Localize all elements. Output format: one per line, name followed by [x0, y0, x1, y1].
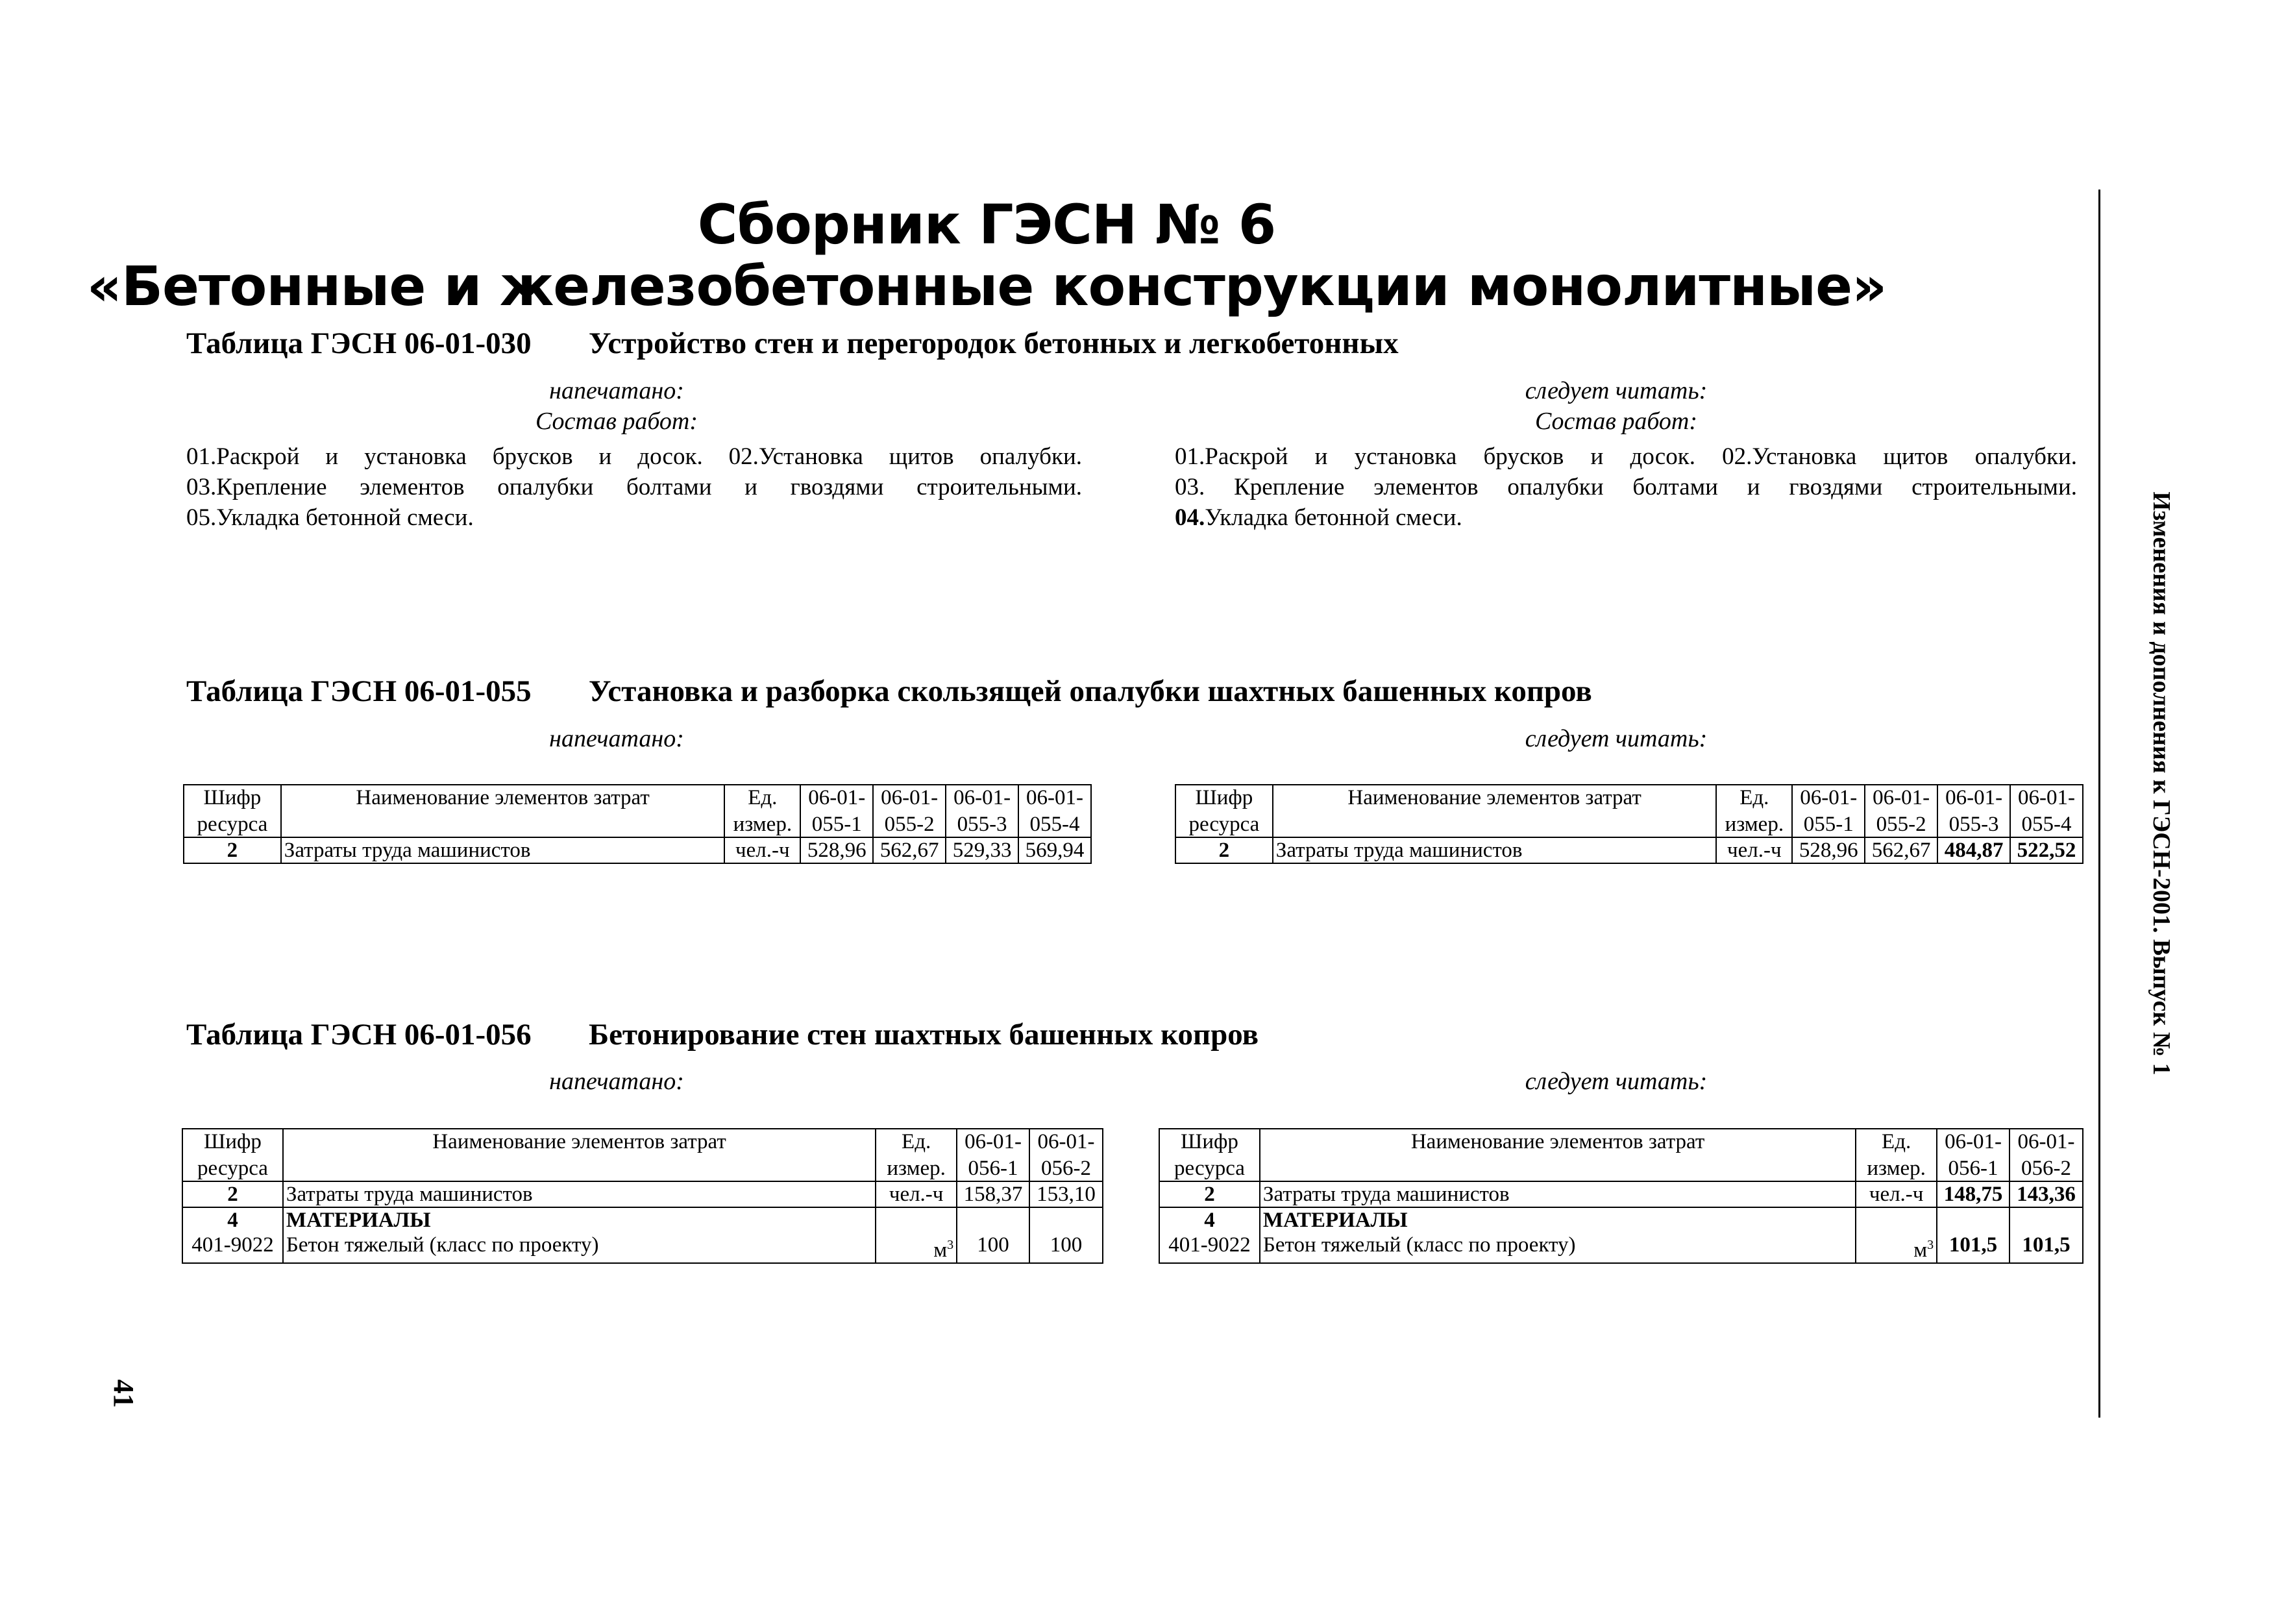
read-note: следует читать: — [1525, 377, 1708, 404]
row-unit: чел.-ч — [876, 1181, 957, 1207]
table-header-row — [1159, 1156, 2083, 1181]
unit-base: м — [1913, 1238, 1928, 1262]
col-code-header: ресурса — [184, 812, 281, 837]
col-code-number: 055-1 — [800, 812, 873, 837]
row-unit: чел.-ч — [1856, 1181, 1937, 1207]
unit-superscript: 3 — [1927, 1238, 1934, 1252]
row-value — [1029, 1207, 1103, 1233]
row-value: 569,94 — [1018, 837, 1091, 863]
col-code-number: 055-3 — [946, 812, 1018, 837]
col-unit-header: Ед. — [1856, 1129, 1937, 1156]
col-name-header-cont — [1260, 1156, 1856, 1181]
table-030-label: Таблица ГЭСН 06-01-030 — [186, 326, 532, 360]
col-code-number: 06-01- — [957, 1129, 1029, 1156]
composition-line — [1175, 502, 2077, 533]
col-unit-header: Ед. — [724, 785, 800, 812]
col-code-header: Шифр — [1159, 1129, 1260, 1156]
row-value-corrected: 101,5 — [1937, 1233, 2009, 1263]
col-unit-header: Ед. — [1716, 785, 1792, 812]
col-unit-header: измер. — [1856, 1156, 1937, 1181]
table-header-row — [184, 812, 1091, 837]
row-code: 401-9022 — [182, 1233, 283, 1263]
table-row — [182, 1181, 1103, 1207]
unit-superscript: 3 — [947, 1238, 954, 1252]
row-name: Затраты труда машинистов — [1273, 837, 1717, 863]
col-code-number: 06-01- — [1792, 785, 1865, 812]
row-code: 2 — [182, 1181, 283, 1207]
row-name: Затраты труда машинистов — [281, 837, 725, 863]
col-unit-header: измер. — [876, 1156, 957, 1181]
col-unit-header: измер. — [724, 812, 800, 837]
collection-subtitle: «Бетонные и железобетонные конструкции монолитные» — [86, 254, 1887, 318]
row-name: МАТЕРИАЛЫ — [1260, 1207, 1856, 1233]
row-name: Бетон тяжелый (класс по проекту) — [283, 1233, 876, 1263]
col-code-number: 056-1 — [957, 1156, 1029, 1181]
col-code-number: 06-01- — [800, 785, 873, 812]
row-unit — [876, 1207, 957, 1233]
composition-line: 01.Раскрой и установка брусков и досок. 02.Установка щитов опалубки. — [1175, 443, 2077, 470]
table-row — [184, 837, 1091, 863]
row-value: 529,33 — [946, 837, 1018, 863]
col-name-header-cont — [281, 812, 725, 837]
row-value-corrected: 522,52 — [2010, 837, 2083, 863]
col-name-header: Наименование элементов затрат — [1260, 1129, 1856, 1156]
col-code-number: 06-01- — [1029, 1129, 1103, 1156]
composition-line: 03. Крепление элементов опалубки болтами и гвоздями строительными. — [1175, 474, 2077, 500]
row-value-corrected: 148,75 — [1937, 1181, 2009, 1207]
col-code-number: 055-1 — [1792, 812, 1865, 837]
row-value-corrected: 143,36 — [2009, 1181, 2083, 1207]
row-code: 2 — [184, 837, 281, 863]
table-056-label: Таблица ГЭСН 06-01-056 — [186, 1018, 532, 1052]
col-code-header: Шифр — [184, 785, 281, 812]
col-code-number: 06-01- — [946, 785, 1018, 812]
table-row — [1175, 837, 2083, 863]
composition-text-corrected — [1175, 441, 2077, 533]
col-code-header: Шифр — [182, 1129, 283, 1156]
col-code-number: 055-4 — [1018, 812, 1091, 837]
corrected-item-text: Укладка бетонной смеси. — [1205, 504, 1462, 531]
row-value — [1937, 1207, 2009, 1233]
col-code-number: 06-01- — [1865, 785, 1937, 812]
row-value: 528,96 — [800, 837, 873, 863]
row-value — [2009, 1207, 2083, 1233]
table-header-row — [184, 785, 1091, 812]
col-code-header: ресурса — [182, 1156, 283, 1181]
col-name-header: Наименование элементов затрат — [1273, 785, 1717, 812]
row-code: 4 — [1159, 1207, 1260, 1233]
read-note: следует читать: — [1525, 1068, 1708, 1095]
composition-text-printed — [186, 441, 1082, 533]
row-code: 401-9022 — [1159, 1233, 1260, 1263]
printed-note: напечатано: — [549, 377, 684, 404]
table-row — [1159, 1233, 2083, 1263]
row-value: 153,10 — [1029, 1181, 1103, 1207]
col-name-header-cont — [1273, 812, 1717, 837]
row-value: 528,96 — [1792, 837, 1865, 863]
row-code: 4 — [182, 1207, 283, 1233]
table-055-label: Таблица ГЭСН 06-01-055 — [186, 674, 532, 708]
col-code-number: 06-01- — [2010, 785, 2083, 812]
col-code-number: 06-01- — [873, 785, 946, 812]
table-header-row — [1159, 1129, 2083, 1156]
corrected-item-number: 04. — [1175, 504, 1205, 531]
table-row — [1159, 1181, 2083, 1207]
col-code-number: 055-2 — [873, 812, 946, 837]
col-code-number: 055-4 — [2010, 812, 2083, 837]
unit-base: м — [933, 1238, 948, 1262]
row-unit: чел.-ч — [1716, 837, 1792, 863]
row-value: 100 — [1029, 1233, 1103, 1263]
row-value: 562,67 — [873, 837, 946, 863]
composition-line: 05.Укладка бетонной смеси. — [186, 504, 474, 531]
col-code-header: ресурса — [1159, 1156, 1260, 1181]
row-code: 2 — [1159, 1181, 1260, 1207]
col-code-header: ресурса — [1175, 812, 1273, 837]
col-code-number: 055-2 — [1865, 812, 1937, 837]
row-value: 158,37 — [957, 1181, 1029, 1207]
read-note: следует читать: — [1525, 725, 1708, 752]
col-code-number: 055-3 — [1937, 812, 2010, 837]
col-name-header-cont — [283, 1156, 876, 1181]
col-code-number: 06-01- — [2009, 1129, 2083, 1156]
row-unit — [1856, 1233, 1937, 1263]
collection-title: Сборник ГЭСН № 6 — [697, 193, 1276, 256]
table-row — [182, 1207, 1103, 1233]
table-header-row — [182, 1156, 1103, 1181]
col-code-number: 056-2 — [2009, 1156, 2083, 1181]
table-header-row — [1175, 812, 2083, 837]
composition-label-left: Состав работ: — [535, 408, 698, 435]
col-code-number: 056-1 — [1937, 1156, 2009, 1181]
col-unit-header: измер. — [1716, 812, 1792, 837]
composition-line: 01.Раскрой и установка брусков и досок. 02.Установка щитов опалубки. — [186, 443, 1082, 470]
row-unit: чел.-ч — [724, 837, 800, 863]
row-value: 100 — [957, 1233, 1029, 1263]
composition-line: 03.Крепление элементов опалубки болтами и гвоздями строительными. — [186, 474, 1082, 500]
table-030-title: Устройство стен и перегородок бетонных и легкобетонных — [589, 326, 1399, 360]
col-code-header: Шифр — [1175, 785, 1273, 812]
row-code: 2 — [1175, 837, 1273, 863]
table-056-title: Бетонирование стен шахтных башенных копров — [589, 1018, 1259, 1052]
side-caption: Изменения и дополнения к ГЭСН-2001. Выпуск № 1 — [2148, 491, 2175, 1076]
col-unit-header: Ед. — [876, 1129, 957, 1156]
margin-rule — [2098, 190, 2100, 1418]
row-value-corrected: 101,5 — [2009, 1233, 2083, 1263]
table-header-row — [182, 1129, 1103, 1156]
printed-note: напечатано: — [549, 725, 684, 752]
row-name: Затраты труда машинистов — [1260, 1181, 1856, 1207]
row-unit — [1856, 1207, 1937, 1233]
page-number: 41 — [108, 1379, 140, 1408]
table-056-corrected — [1159, 1128, 2083, 1264]
row-value-corrected: 484,87 — [1937, 837, 2010, 863]
row-name: Бетон тяжелый (класс по проекту) — [1260, 1233, 1856, 1263]
table-055-title: Установка и разборка скользящей опалубки шахтных башенных копров — [589, 674, 1592, 708]
row-name: МАТЕРИАЛЫ — [283, 1207, 876, 1233]
col-code-number: 06-01- — [1937, 1129, 2009, 1156]
printed-note: напечатано: — [549, 1068, 684, 1095]
composition-label-right: Состав работ: — [1534, 408, 1698, 435]
row-unit — [876, 1233, 957, 1263]
col-name-header: Наименование элементов затрат — [281, 785, 725, 812]
col-code-number: 06-01- — [1937, 785, 2010, 812]
col-code-number: 056-2 — [1029, 1156, 1103, 1181]
row-name: Затраты труда машинистов — [283, 1181, 876, 1207]
row-value — [957, 1207, 1029, 1233]
table-055-corrected — [1175, 784, 2083, 864]
col-code-number: 06-01- — [1018, 785, 1091, 812]
table-055-printed — [183, 784, 1092, 864]
table-056-printed — [182, 1128, 1103, 1264]
table-row — [182, 1233, 1103, 1263]
table-row — [1159, 1207, 2083, 1233]
row-value: 562,67 — [1865, 837, 1937, 863]
table-header-row — [1175, 785, 2083, 812]
col-name-header: Наименование элементов затрат — [283, 1129, 876, 1156]
